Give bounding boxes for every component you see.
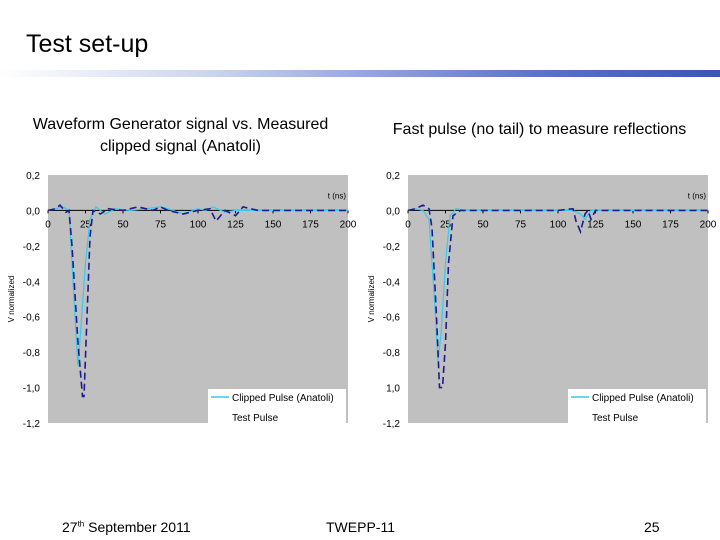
legend-label: Test Pulse (592, 413, 639, 424)
y-tick-label: 0,2 (26, 171, 40, 182)
y-tick-label: -0,2 (22, 241, 40, 253)
footer-conference: TWEPP-11 (326, 519, 395, 535)
x-tick-label: 50 (477, 219, 489, 231)
title-rule (0, 70, 720, 77)
chart-2-title: Fast pulse (no tail) to measure reflections (392, 121, 687, 138)
y-tick-label: -0,4 (382, 277, 400, 289)
chart-2 (360, 165, 720, 435)
y-tick-label: 0,0 (26, 206, 40, 218)
chart-1-title: Waveform Generator signal vs. Measured clipped signal (Anatoli) (32, 116, 329, 155)
x-axis-label: t (ns) (687, 191, 706, 201)
slide-title: Test set-up (26, 30, 149, 58)
x-tick-label: 100 (549, 219, 567, 231)
legend-label: Clipped Pulse (Anatoli) (232, 393, 334, 404)
y-tick-label: -0,6 (382, 312, 400, 324)
x-tick-label: 50 (117, 219, 129, 231)
y-tick-label: -1,0 (22, 383, 40, 395)
x-tick-label: 25 (439, 219, 452, 231)
y-tick-label: -1,2 (382, 419, 400, 430)
x-tick-label: 175 (662, 219, 679, 231)
x-tick-label: 0 (45, 219, 51, 231)
x-tick-label: 150 (264, 219, 282, 231)
y-tick-label: 1,0 (386, 383, 400, 395)
x-tick-label: 150 (624, 219, 642, 231)
x-tick-label: 200 (699, 219, 717, 231)
x-tick-label: 200 (339, 219, 357, 231)
y-tick-label: -0,8 (382, 348, 400, 360)
legend-label: Clipped Pulse (Anatoli) (592, 393, 694, 404)
y-tick-label: -0,6 (22, 312, 40, 324)
x-tick-label: 100 (189, 219, 207, 231)
chart-1 (0, 165, 360, 435)
y-tick-label: 0,0 (386, 206, 400, 218)
footer-date-suffix: th (77, 519, 85, 529)
y-tick-label: -0,2 (382, 241, 400, 253)
x-tick-label: 75 (154, 219, 167, 231)
y-tick-label: 0,2 (386, 171, 400, 182)
x-tick-label: 75 (514, 219, 527, 231)
y-tick-label: -0,8 (22, 348, 40, 360)
y-tick-label: -1,2 (22, 419, 40, 430)
chart-1-svg (0, 165, 360, 435)
x-tick-label: 125 (227, 219, 244, 231)
y-tick-label: -0,4 (22, 277, 40, 289)
chart-2-svg (360, 165, 720, 435)
x-tick-label: 175 (302, 219, 319, 231)
footer-page-number: 25 (644, 519, 660, 535)
x-tick-label: 125 (587, 219, 604, 231)
x-axis-label: t (ns) (327, 191, 346, 201)
y-axis-label: V normalized (7, 275, 16, 323)
x-tick-label: 25 (79, 219, 92, 231)
footer-date-day: 27 (62, 519, 78, 535)
footer-date (62, 519, 191, 535)
footer-date-rest: September 2011 (84, 519, 191, 535)
y-axis-label: V normalized (367, 275, 376, 323)
x-tick-label: 0 (405, 219, 411, 231)
legend-label: Test Pulse (232, 413, 279, 424)
